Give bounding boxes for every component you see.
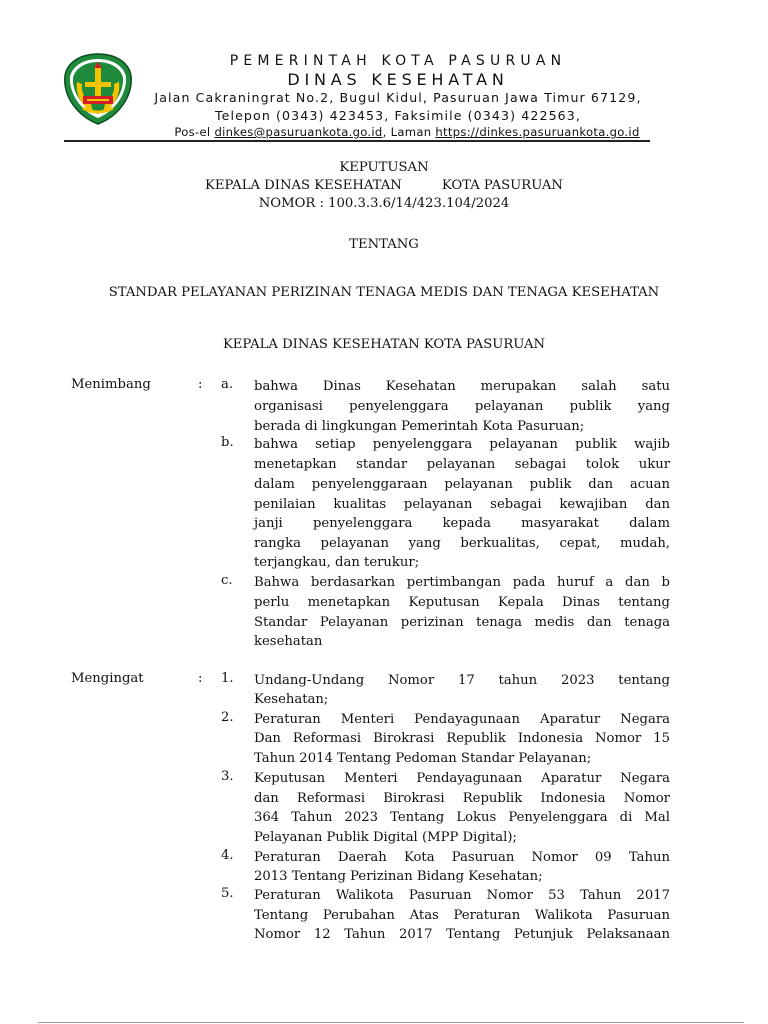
item-line: Dan Reformasi Birokrasi Republik Indonesia Nomor 15 [254, 731, 670, 746]
item-mark: b. [221, 435, 234, 450]
item-line: dan Reformasi Birokrasi Republik Indonesia Nomor [254, 791, 670, 806]
item-line: Kesehatan; [254, 692, 329, 707]
item-mark: c. [221, 573, 233, 588]
department-name: DINAS KESEHATAN [287, 70, 509, 89]
item-line: penilaian kualitas pelayanan sebagai kewajiban dan [254, 497, 670, 512]
item-line: Tentang Perubahan Atas Peraturan Walikota Pasuruan [254, 908, 670, 923]
decree-issuer [0, 177, 768, 195]
item-line: menetapkan standar pelayanan sebagai tolok ukur [254, 457, 670, 472]
letterhead [138, 52, 658, 141]
item-mark: 4. [221, 848, 234, 863]
website-link[interactable]: https://dinkes.pasuruankota.go.id [435, 125, 640, 139]
email-prefix: Pos-el [174, 125, 211, 139]
item-mark: 5. [221, 886, 234, 901]
item-line: Pelayanan Publik Digital (MPP Digital); [254, 830, 517, 845]
letterhead-divider [64, 140, 650, 142]
item-line: kesehatan [254, 634, 323, 649]
item-line: Standar Pelayanan perizinan tenaga medis dan tenaga [254, 615, 670, 630]
item-line: Nomor 12 Tahun 2017 Tentang Petunjuk Pelaksanaan [254, 927, 670, 942]
decree-title: KEPUTUSAN [339, 160, 429, 175]
contact-line [156, 124, 658, 141]
page-bottom-edge [38, 1022, 744, 1023]
phone-line: Telepon (0343) 423453, Faksimile (0343) 422563, [214, 108, 582, 123]
city-emblem-icon [63, 52, 133, 126]
decree-about: TENTANG [349, 237, 419, 252]
item-line: Peraturan Menteri Pendayagunaan Aparatur Negara [254, 712, 670, 727]
item-line: bahwa Dinas Kesehatan merupakan salah satu [254, 379, 670, 394]
item-line: dalam penyelenggaraan pelayanan publik dan acuan [254, 477, 670, 492]
web-prefix: , Laman [382, 125, 432, 139]
item-line: Keputusan Menteri Pendayagunaan Aparatur Negara [254, 771, 670, 786]
mengingat-label: Mengingat [71, 671, 144, 686]
item-mark: 3. [221, 769, 234, 784]
decree-official: KEPALA DINAS KESEHATAN KOTA PASURUAN [222, 337, 546, 352]
decree-subject: STANDAR PELAYANAN PERIZINAN TENAGA MEDIS DAN TENAGA KESEHATAN [108, 285, 660, 300]
menimbang-colon: : [198, 377, 203, 392]
item-line: berada di lingkungan Pemerintah Kota Pasuruan; [254, 419, 585, 434]
email-link[interactable]: dinkes@pasuruankota.go.id [214, 125, 383, 139]
item-line: 2013 Tentang Perizinan Bidang Kesehatan; [254, 869, 543, 884]
item-line: organisasi penyelenggara pelayanan publik yang [254, 399, 670, 414]
issuer-part2: KOTA PASURUAN [441, 178, 563, 193]
decree-number: NOMOR : 100.3.3.6/14/423.104/2024 [258, 196, 510, 211]
item-mark: a. [221, 377, 234, 392]
mengingat-colon: : [198, 671, 203, 686]
item-line: bahwa setiap penyelenggara pelayanan publik wajib [254, 437, 670, 452]
menimbang-label: Menimbang [71, 377, 151, 392]
item-line: rangka pelayanan yang berkualitas, cepat, mudah, [254, 536, 670, 551]
item-line: perlu menetapkan Keputusan Kepala Dinas tentang [254, 595, 670, 610]
item-line: terjangkau, dan terukur; [254, 555, 420, 570]
item-line: Peraturan Walikota Pasuruan Nomor 53 Tahun 2017 [254, 888, 670, 903]
address-line: Jalan Cakraningrat No.2, Bugul Kidul, Pasuruan Jawa Timur 67129, [154, 90, 642, 105]
item-line: Undang-Undang Nomor 17 tahun 2023 tentang [254, 673, 670, 688]
item-line: Peraturan Daerah Kota Pasuruan Nomor 09 Tahun [254, 850, 670, 865]
item-line: Tahun 2014 Tentang Pedoman Standar Pelayanan; [254, 751, 592, 766]
item-mark: 1. [221, 671, 234, 686]
government-name: PEMERINTAH KOTA PASURUAN [229, 53, 567, 69]
item-line: janji penyelenggara kepada masyarakat dalam [254, 516, 670, 531]
issuer-part1: KEPALA DINAS KESEHATAN [205, 178, 402, 193]
item-line: Bahwa berdasarkan pertimbangan pada huruf a dan b [254, 575, 670, 590]
item-mark: 2. [221, 710, 234, 725]
item-line: 364 Tahun 2023 Tentang Lokus Penyelenggara di Mal [254, 810, 670, 825]
